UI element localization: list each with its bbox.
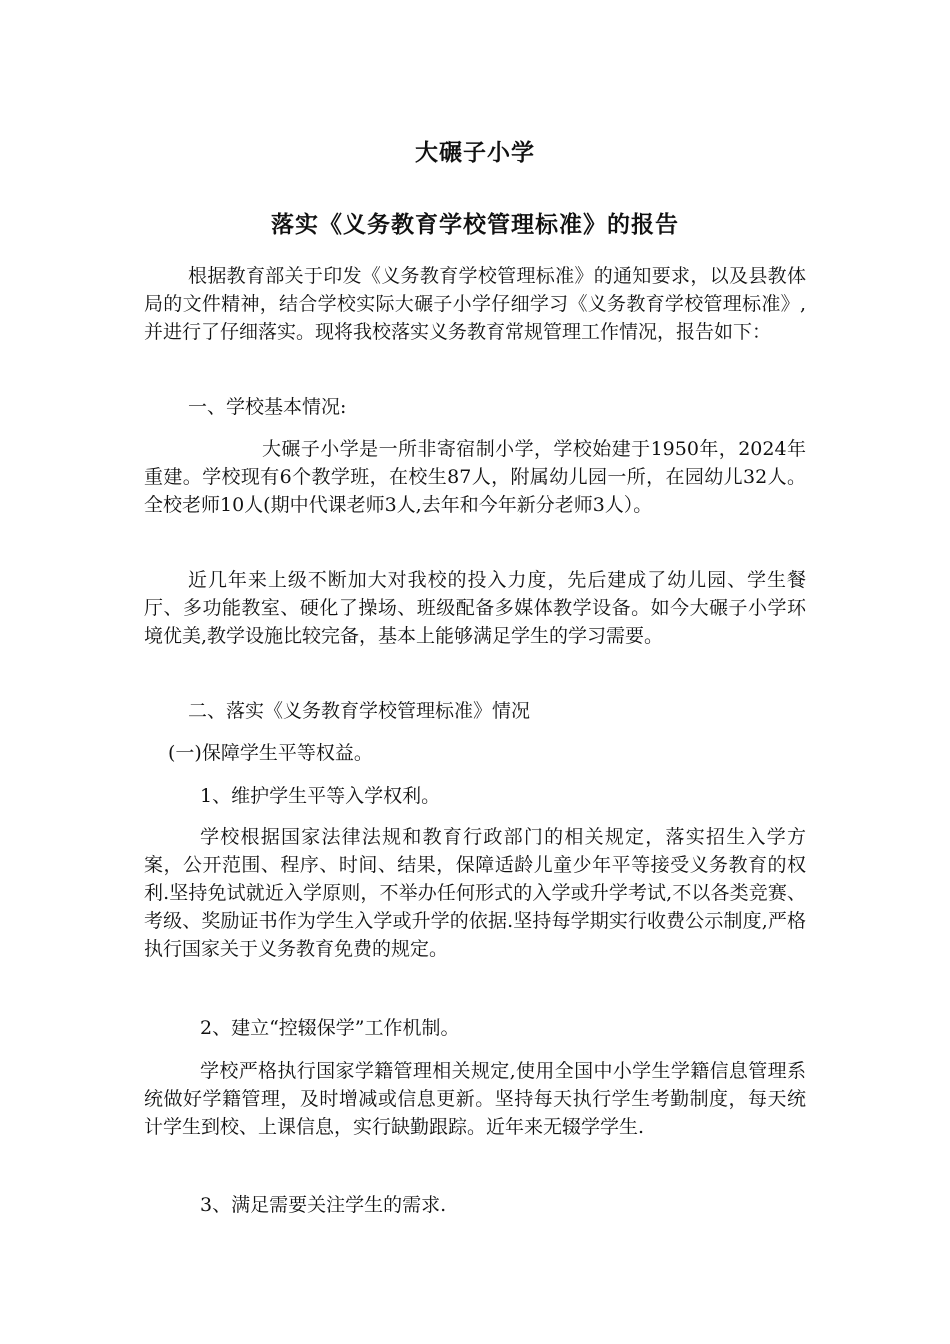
subsection1-heading: (一)保障学生平等权益。 (168, 742, 373, 764)
section2-heading: 二、落实《义务教育学校管理标准》情况 (188, 700, 531, 722)
section1-paragraph-investment: 近几年来上级不断加大对我校的投入力度，先后建成了幼儿园、学生餐厅、多功能教室、硬化了操场、班级配备多媒体教学设备。如今大碾子小学环境优美,教学设施比较完备，基本上能够满足学生的学习需要。 (144, 569, 806, 647)
item1-paragraph: 学校根据国家法律法规和教育行政部门的相关规定，落实招生入学方案，公开范围、程序、时间、结果，保障适龄儿童少年平等接受义务教育的权利.坚持免试就近入学原则，不举办任何形式的入学或升学考试,不以各类竞赛、考级、奖励证书作为学生入学或升学的依据.坚持每学期实行收费公示制度,严格执行国家关于义务教育免费的规定。 (144, 826, 806, 960)
report-title: 落实《义务教育学校管理标准》的报告 (271, 212, 679, 238)
intro-paragraph: 根据教育部关于印发《义务教育学校管理标准》的通知要求，以及县教体局的文件精神，结合学校实际大碾子小学仔细学习《义务教育学校管理标准》,并进行了仔细落实。现将我校落实义务教育常规管理工作情况，报告如下： (144, 265, 806, 343)
item1-heading: 1、维护学生平等入学权利。 (200, 785, 441, 807)
item2-heading: 2、建立“控辍保学”工作机制。 (200, 1017, 460, 1039)
item3-heading: 3、满足需要关注学生的需求. (200, 1194, 447, 1216)
section1-paragraph-basic-info: 大碾子小学是一所非寄宿制小学，学校始建于1950年，2024年重建。学校现有6个教学班，在校生87人，附属幼儿园一所，在园幼儿32人。全校老师10人(期中代课老师3人,去年和今年新分老师3人）。 (144, 438, 806, 516)
school-name-title: 大碾子小学 (415, 140, 535, 166)
item2-paragraph: 学校严格执行国家学籍管理相关规定,使用全国中小学生学籍信息管理系统做好学籍管理，及时增减或信息更新。坚持每天执行学生考勤制度，每天统计学生到校、上课信息，实行缺勤跟踪。近年来无辍学学生. (144, 1060, 806, 1138)
section1-heading: 一、学校基本情况: (188, 396, 347, 418)
